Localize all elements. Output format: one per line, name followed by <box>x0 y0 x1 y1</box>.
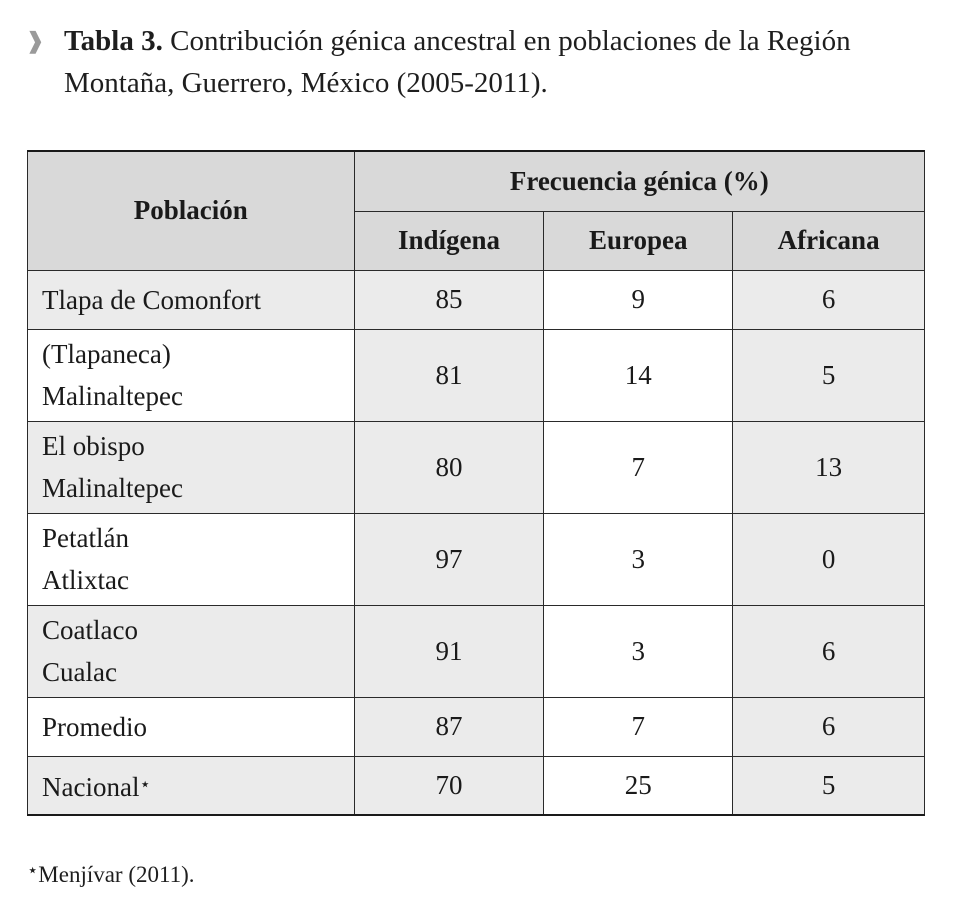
cell-poblacion: Nacional⋆ <box>28 756 355 815</box>
cell-africana: 6 <box>733 270 925 329</box>
cell-indigena: 81 <box>354 329 544 421</box>
caption-text: Contribución génica ancestral en poblaciones de la Región Montaña, Guerrero, México (2005-2011). <box>64 25 851 99</box>
footnote <box>27 860 195 888</box>
cell-europea: 9 <box>544 270 733 329</box>
cell-indigena: 85 <box>354 270 544 329</box>
cell-indigena: 97 <box>354 513 544 605</box>
cell-africana: 6 <box>733 605 925 697</box>
header-frecuencia: Frecuencia génica (%) <box>354 151 924 211</box>
cell-europea: 3 <box>544 605 733 697</box>
cell-africana: 5 <box>733 329 925 421</box>
header-africana: Africana <box>733 211 925 270</box>
header-indigena: Indígena <box>354 211 544 270</box>
header-poblacion: Población <box>28 151 355 270</box>
caption-bullet-icon: ❱ <box>26 28 42 53</box>
cell-africana: 13 <box>733 421 925 513</box>
table-row <box>28 270 925 329</box>
caption-label: Tabla 3. <box>64 25 163 57</box>
cell-africana: 5 <box>733 756 925 815</box>
cell-indigena: 70 <box>354 756 544 815</box>
header-europea: Europea <box>544 211 733 270</box>
table-row <box>28 605 925 697</box>
table-caption <box>64 20 944 104</box>
footnote-star: ⋆ <box>27 860 39 880</box>
footnote-marker: ⋆ <box>139 773 151 794</box>
cell-poblacion: Tlapa de Comonfort <box>28 270 355 329</box>
cell-indigena: 80 <box>354 421 544 513</box>
cell-poblacion: Coatlaco Cualac <box>28 605 355 697</box>
table-row <box>28 421 925 513</box>
cell-europea: 7 <box>544 697 733 756</box>
cell-europea: 14 <box>544 329 733 421</box>
table-row <box>28 513 925 605</box>
table-row <box>28 329 925 421</box>
cell-poblacion: Petatlán Atlixtac <box>28 513 355 605</box>
cell-africana: 6 <box>733 697 925 756</box>
cell-europea: 7 <box>544 421 733 513</box>
table-row <box>28 697 925 756</box>
cell-indigena: 91 <box>354 605 544 697</box>
cell-poblacion: (Tlapaneca) Malinaltepec <box>28 329 355 421</box>
gene-frequency-table <box>27 150 925 816</box>
cell-poblacion: Promedio <box>28 697 355 756</box>
cell-europea: 3 <box>544 513 733 605</box>
cell-indigena: 87 <box>354 697 544 756</box>
cell-europea: 25 <box>544 756 733 815</box>
table-row <box>28 756 925 815</box>
cell-poblacion: El obispo Malinaltepec <box>28 421 355 513</box>
cell-africana: 0 <box>733 513 925 605</box>
footnote-text: Menjívar (2011). <box>38 862 195 887</box>
